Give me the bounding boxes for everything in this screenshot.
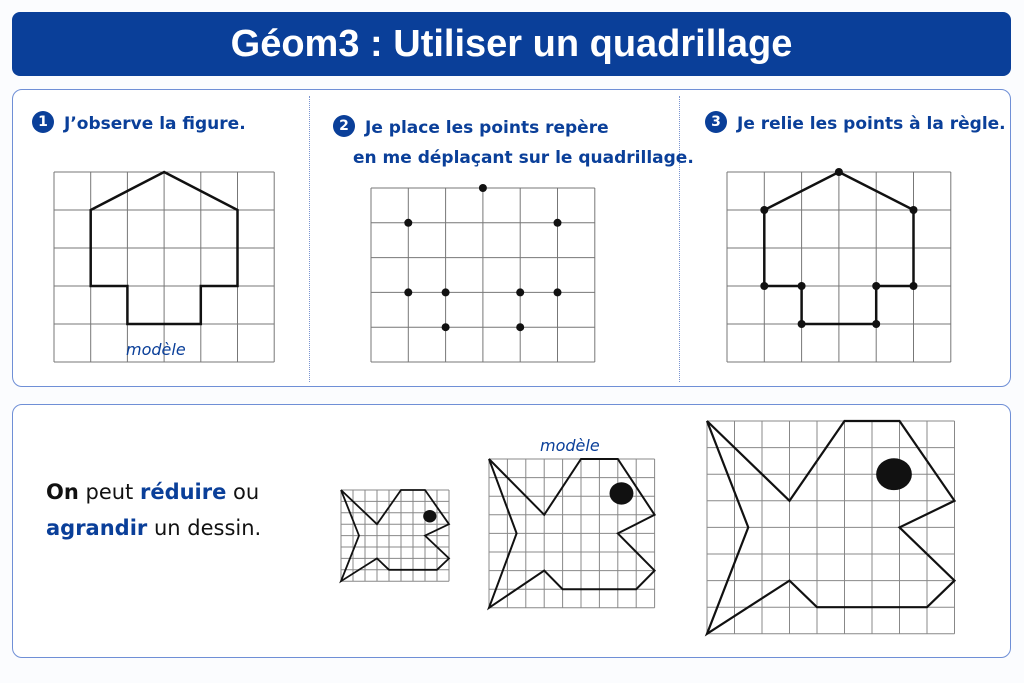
- fish-eye: [423, 510, 436, 523]
- fish-eye: [610, 482, 634, 504]
- reference-point: [798, 320, 806, 328]
- model-label-top: modèle: [126, 340, 186, 359]
- caption-word-reduire: réduire: [139, 480, 227, 504]
- fish-large-grid: [707, 421, 955, 634]
- caption-text: peut: [78, 480, 140, 504]
- model-label-bottom: modèle: [540, 436, 600, 455]
- reference-point: [404, 219, 412, 227]
- reference-point: [798, 282, 806, 290]
- reference-point: [554, 288, 562, 296]
- reference-point: [835, 168, 843, 176]
- reference-point: [404, 288, 412, 296]
- caption-word-agrandir: agrandir: [46, 516, 148, 540]
- scale-caption: [46, 474, 261, 546]
- step-1-text: J’observe la figure.: [64, 114, 246, 134]
- reference-point: [872, 282, 880, 290]
- page-title: Géom3 : Utiliser un quadrillage: [12, 12, 1011, 76]
- reference-point: [479, 184, 487, 192]
- step-2-number: 2: [333, 115, 355, 137]
- step-2-heading: [333, 113, 694, 173]
- step-divider: [309, 96, 310, 382]
- caption-word-on: On: [46, 480, 79, 504]
- step-3-number: 3: [705, 111, 727, 133]
- step-2-text-line2: en me déplaçant sur le quadrillage.: [353, 148, 694, 168]
- reference-point: [760, 282, 768, 290]
- reference-point: [442, 323, 450, 331]
- reference-points-grid: [371, 188, 595, 362]
- reference-point: [910, 282, 918, 290]
- step-3-heading: [705, 113, 1006, 135]
- reference-point: [516, 323, 524, 331]
- caption-text: ou: [226, 480, 260, 504]
- reference-point: [442, 288, 450, 296]
- reference-point: [910, 206, 918, 214]
- reference-point: [760, 206, 768, 214]
- model-shape-grid: [54, 172, 274, 362]
- fish-eye: [876, 458, 912, 490]
- reference-point: [516, 288, 524, 296]
- connected-shape-grid: [727, 172, 951, 362]
- step-3-text: Je relie les points à la règle.: [737, 114, 1006, 134]
- step-1-number: 1: [32, 111, 54, 133]
- fish-model-grid: [489, 459, 655, 608]
- reference-point: [554, 219, 562, 227]
- fish-small-grid: [341, 490, 449, 581]
- step-1-heading: [32, 113, 246, 135]
- caption-text: un dessin.: [147, 516, 262, 540]
- step-2-text-line1: Je place les points repère: [365, 118, 609, 138]
- reference-point: [872, 320, 880, 328]
